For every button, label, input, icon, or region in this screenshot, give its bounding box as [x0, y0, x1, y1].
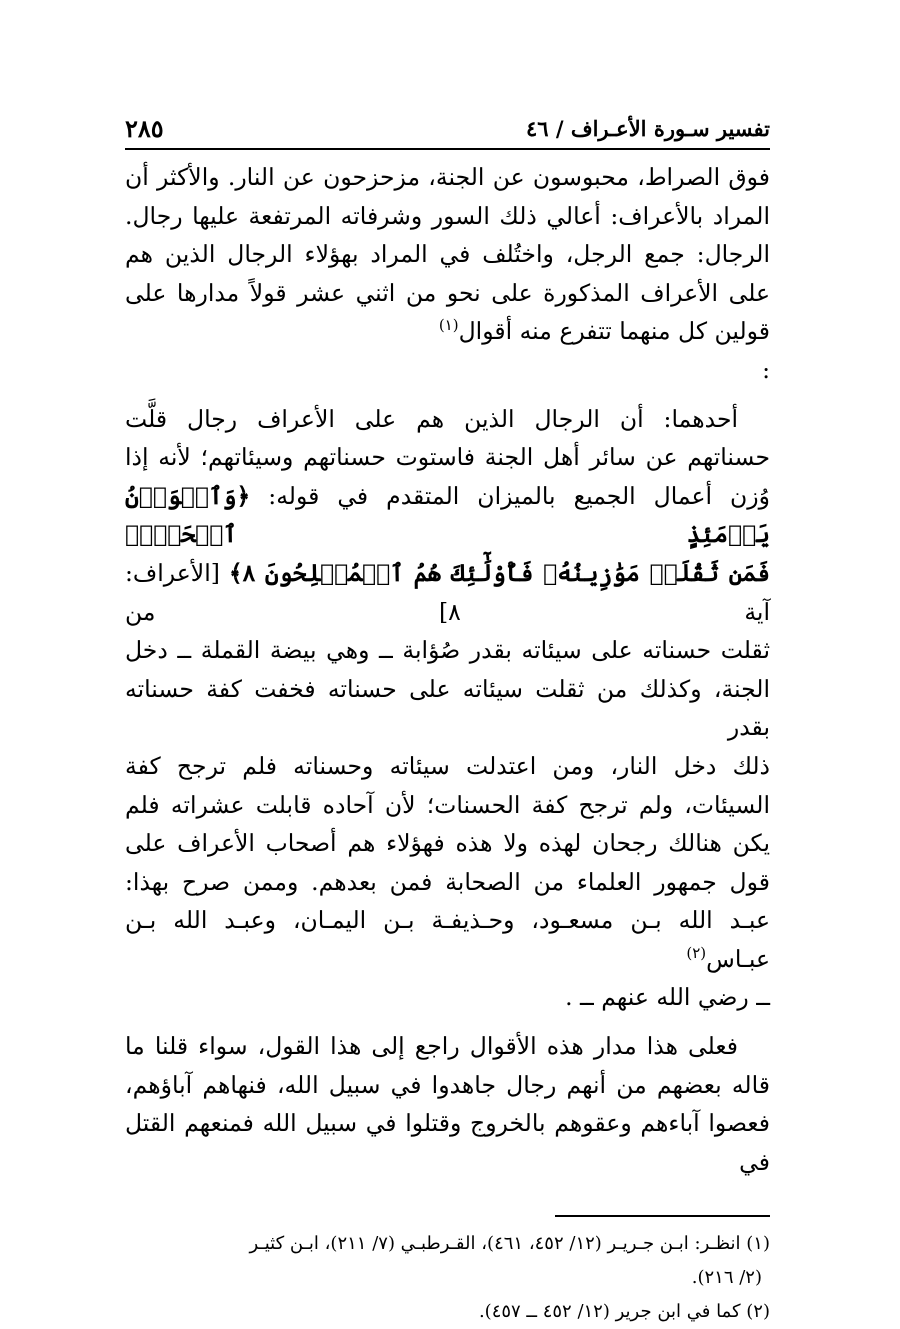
footnote-marker-1: (١): [438, 316, 459, 335]
text-line: :: [762, 355, 770, 384]
footnote-divider: [555, 1215, 770, 1217]
footnote-marker-2: (٢): [686, 944, 707, 963]
quran-verse: فَمَن ثَقُلَتۡ مَوَٰزِينُهُۥ فَأُوْلَٰٓئِكَ هُمُ ٱلۡمُفۡلِحُونَ ٨﴾: [228, 558, 770, 587]
text-line: الجنة، وكذلك من ثقلت سيئاته على حسناته فخفت كفة حسناته بقدر: [125, 674, 770, 742]
page: [125, 108, 770, 1329]
text-line: [125, 554, 770, 631]
text-segment: وُزن أعمال الجميع بالميزان المتقدم في قوله:: [250, 481, 770, 510]
page-number: ٢٨٥: [125, 114, 164, 143]
text-line: المراد بالأعراف: أعالي ذلك السور وشرفاته المرتفعة عليها رجال.: [125, 201, 770, 230]
text-line: ــ رضي الله عنهم ــ .: [565, 983, 770, 1012]
text-line: فوق الصراط، محبوسون عن الجنة، مزحزحون عن النار. والأكثر أن: [125, 163, 770, 191]
footnote-text: (٢/ ٢١٦).: [691, 1267, 762, 1289]
text-line: يكن هنالك رجحان لهذه ولا هذه فهؤلاء هم أصحاب الأعراف على: [125, 829, 770, 858]
verse-citation: [الأعراف: آية ٨] من: [125, 558, 770, 626]
quran-verse: ﴿وَٱلۡوَزۡنُ يَوۡمَئِذٍ ٱلۡحَقُّۚ: [125, 481, 770, 549]
text-segment: عبـد الله بـن مسعـود، وحـذيفـة بـن اليمـان، وعبـد الله بـن عبـاس: [125, 906, 770, 973]
running-title: تفسير سـورة الأعـراف / ٤٦: [525, 116, 770, 141]
footnote-1: [125, 1227, 770, 1261]
footnotes: [125, 1227, 770, 1329]
paragraph-2: [125, 400, 770, 1018]
body-text: [125, 158, 770, 1181]
text-line: [125, 312, 770, 351]
text-line: أحدهما: أن الرجال الذين هم على الأعراف رجال قلَّت: [125, 404, 738, 433]
text-line: ذلك دخل النار، ومن اعتدلت سيئاته وحسناته فلم ترجح كفة: [125, 751, 770, 780]
text-line: [125, 901, 770, 978]
text-line: الرجال: جمع الرجل، واختُلف في المراد بهؤلاء الرجال الذين هم: [125, 240, 770, 269]
footnote-1-continuation: [125, 1261, 770, 1295]
footnote-2: [125, 1295, 770, 1329]
page-header: [125, 108, 770, 144]
text-line: [125, 477, 770, 554]
text-line: فعصوا آباءهم وعقوهم بالخروج وقتلوا في سبيل الله فمنعهم القتل في: [125, 1109, 770, 1176]
text-line: ثقلت حسناته على سيئاته بقدر صُؤابة ــ وهي بيضة القملة ــ دخل: [125, 636, 770, 665]
text-line: على الأعراف المذكورة على نحو من اثني عشر قولاً مدارها على: [125, 278, 770, 307]
header-divider: [125, 148, 770, 150]
paragraph-1: [125, 158, 770, 390]
text-line: السيئات، ولم ترجح كفة الحسنات؛ لأن آحاده قابلت عشراته فلم: [125, 790, 770, 819]
text-line: قاله بعضهم من أنهم رجال جاهدوا في سبيل الله، فنهاهم آباؤهم،: [125, 1070, 770, 1099]
footnote-text: (٢) كما في ابن جرير (١٢/ ٤٥٢ ــ ٤٥٧).: [478, 1301, 770, 1323]
paragraph-3: [125, 1027, 770, 1181]
text-line: حسناتهم عن سائر أهل الجنة فاستوت حسناتهم وسيئاتهم؛ لأنه إذا: [125, 443, 770, 472]
text-line: قول جمهور العلماء من الصحابة فمن بعدهم. وممن صرح بهذا:: [125, 867, 770, 896]
text-segment: قولين كل منهما تتفرع منه أقوال: [458, 317, 770, 346]
text-line: فعلى هذا مدار هذه الأقوال راجع إلى هذا القول، سواء قلنا ما: [125, 1032, 738, 1061]
footnote-text: (١) انظـر: ابـن جـريـر (١٢/ ٤٥٢، ٤٦١)، القـرطبـي (٧/ ٢١١)، ابـن كثيـر: [249, 1233, 770, 1255]
